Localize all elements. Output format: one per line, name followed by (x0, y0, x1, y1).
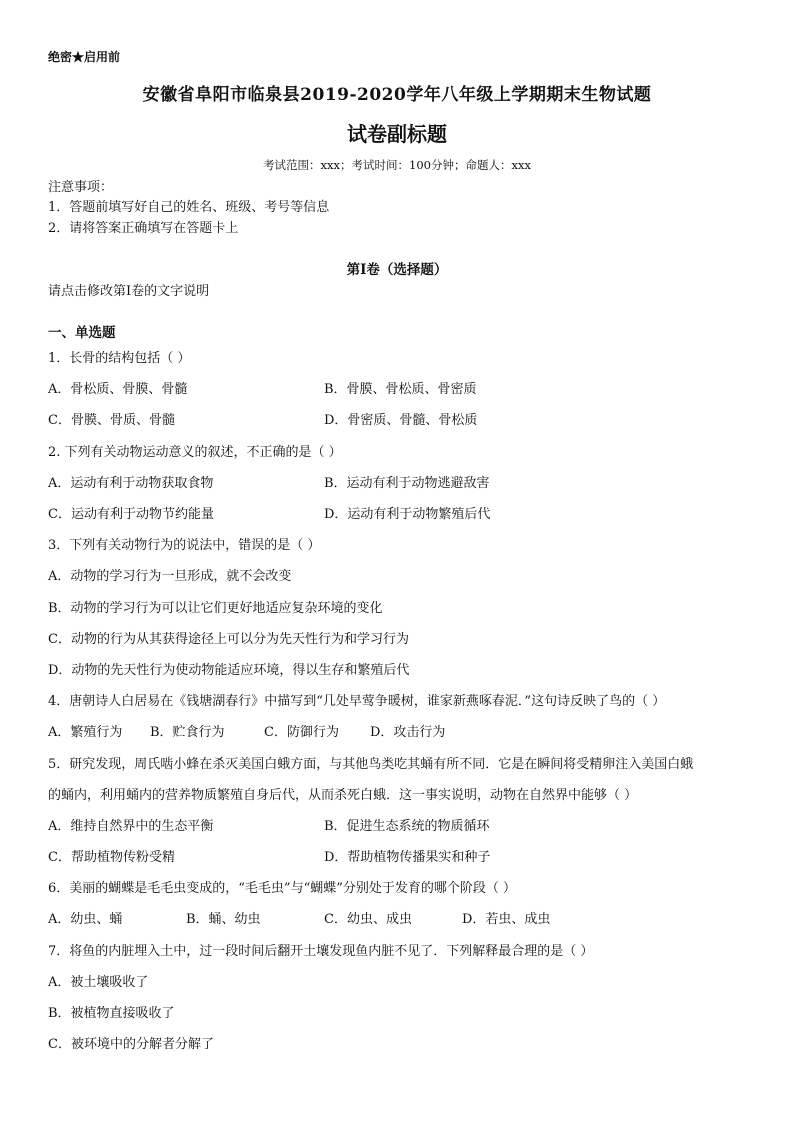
question-stem: 4．唐朝诗人白居易在《钱塘湖春行》中描写到“几处早莺争暖树，谁家新燕啄春泥．”这句诗反映了鸟的（ ） (48, 694, 666, 709)
notes-title: 注意事项： (48, 180, 114, 195)
option-c: C．防御行为 (264, 725, 339, 740)
option-d: D．骨密质、骨髓、骨松质 (324, 413, 478, 428)
option-a: A．被土壤吸收了 (48, 975, 149, 990)
option-a: A．繁殖行为 (48, 725, 123, 740)
option-b: B．贮食行为 (150, 725, 225, 740)
option-a: A．运动有利于动物获取食物 (48, 476, 214, 491)
option-b: B．动物的学习行为可以让它们更好地适应复杂环境的变化 (48, 601, 383, 616)
question-stem: 5．研究发现，周氏啮小蜂在杀灭美国白蛾方面，与其他鸟类吃其蛹有所不同．它是在瞬间将受精卵注入美国白蛾 (48, 757, 694, 772)
option-a: A．幼虫、蛹 (48, 912, 123, 927)
option-a: A．骨松质、骨膜、骨髓 (48, 382, 188, 397)
option-b: B．促进生态系统的物质循环 (324, 819, 490, 834)
question-stem: 1．长骨的结构包括（ ） (48, 351, 191, 366)
section-title: 第I卷（选择题） (346, 262, 448, 278)
confidential-label: 绝密★启用前 (48, 50, 121, 64)
question-stem: 2. 下列有关动物运动意义的叙述，不正确的是（ ） (48, 445, 342, 460)
option-c: C．帮助植物传粉受精 (48, 850, 175, 865)
question-stem: 3．下列有关动物行为的说法中，错误的是（ ） (48, 538, 321, 553)
part-heading: 一、单选题 (48, 325, 116, 341)
section-description[interactable]: 请点击修改第I卷的文字说明 (48, 284, 210, 299)
option-b: B．骨膜、骨松质、骨密质 (324, 382, 477, 397)
notes-item: 2．请将答案正确填写在答题卡上 (48, 221, 239, 236)
exam-subtitle: 试卷副标题 (347, 122, 447, 146)
option-b: B．蛹、幼虫 (186, 912, 261, 927)
option-b: B．运动有利于动物逃避敌害 (324, 476, 490, 491)
exam-meta: 考试范围：xxx；考试时间：100分钟；命题人：xxx (263, 158, 531, 172)
option-b: B．被植物直接吸收了 (48, 1006, 175, 1021)
option-c: C．幼虫、成虫 (324, 912, 412, 927)
question-stem: 7．将鱼的内脏埋入土中，过一段时间后翻开土壤发现鱼内脏不见了．下列解释最合理的是（ ） (48, 944, 594, 959)
option-c: C．骨膜、骨质、骨髓 (48, 413, 175, 428)
option-c: C．被环境中的分解者分解了 (48, 1037, 214, 1052)
option-d: D．帮助植物传播果实和种子 (324, 850, 491, 865)
question-stem-continued: 的蛹内，利用蛹内的营养物质繁殖自身后代，从而杀死白蛾．这一事实说明，动物在自然界中能够（ ） (48, 788, 638, 803)
notes-item: 1．答题前填写好自己的姓名、班级、考号等信息 (48, 200, 330, 215)
option-c: C．运动有利于动物节约能量 (48, 507, 214, 522)
question-stem: 6．美丽的蝴蝶是毛毛虫变成的，“毛毛虫”与“蝴蝶”分别处于发育的哪个阶段（ ） (48, 881, 516, 896)
option-d: D．动物的先天性行为使动物能适应环境，得以生存和繁殖后代 (48, 663, 410, 678)
exam-title: 安徽省阜阳市临泉县2019-2020学年八年级上学期期末生物试题 (142, 85, 652, 105)
option-a: A．维持自然界中的生态平衡 (48, 819, 214, 834)
option-d: D．若虫、成虫 (462, 912, 551, 927)
option-a: A．动物的学习行为一旦形成，就不会改变 (48, 569, 292, 584)
option-d: D．运动有利于动物繁殖后代 (324, 507, 491, 522)
option-d: D．攻击行为 (370, 725, 446, 740)
option-c: C．动物的行为从其获得途径上可以分为先天性行为和学习行为 (48, 632, 409, 647)
